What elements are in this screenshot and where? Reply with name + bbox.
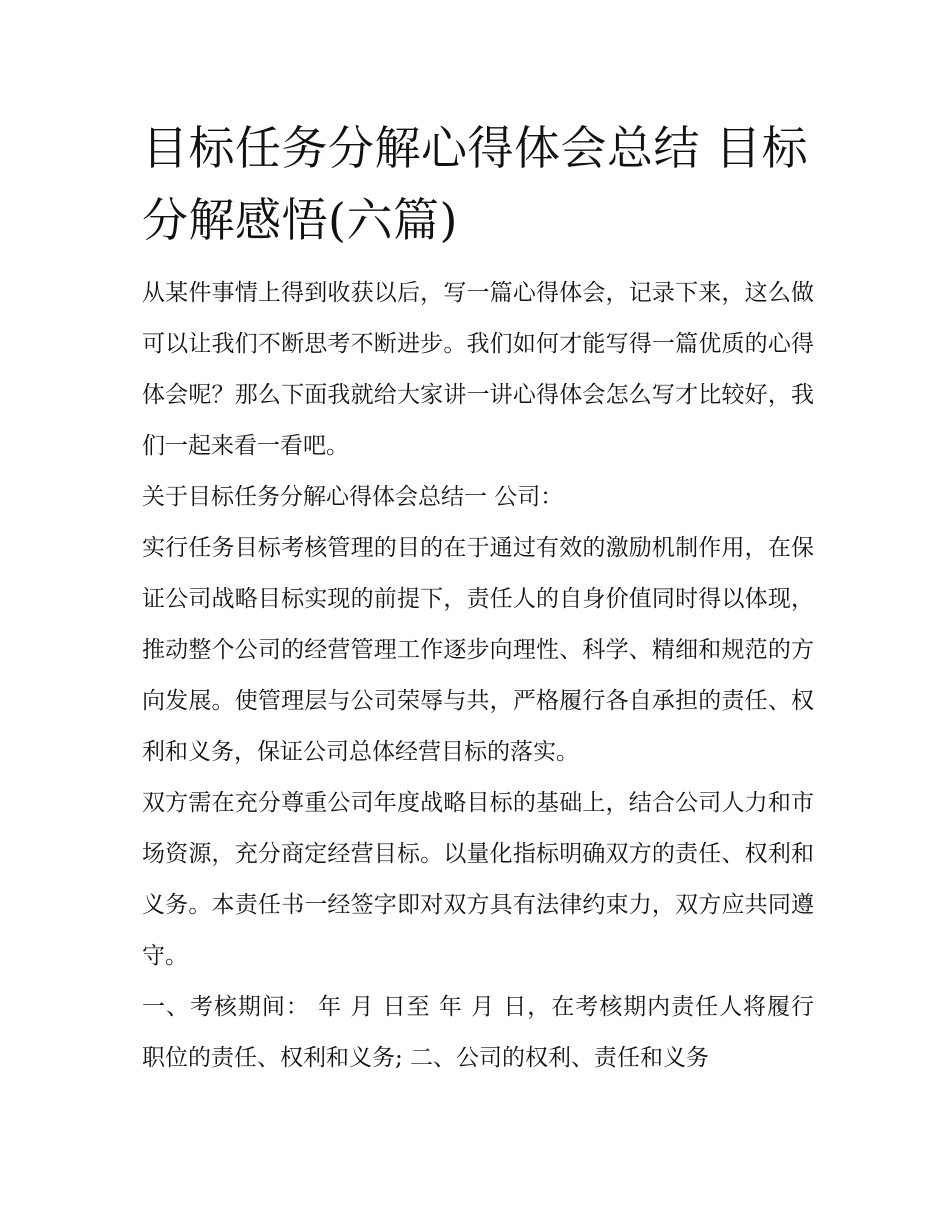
document-title: 目标任务分解心得体会总结 目标分解感悟(六篇) [142, 121, 809, 247]
section-heading: 关于目标任务分解心得体会总结一 公司： [142, 484, 564, 510]
intro-paragraph: 从某件事情上得到收获以后，写一篇心得体会，记录下来，这么做可以让我们不断思考不断进步。我们如何才能写得一篇优质的心得体会呢？那么下面我就给大家讲一讲心得体会怎么写才比较好，我们一起来看一看吧。 [142, 280, 814, 459]
document-page [142, 112, 814, 1084]
body-paragraph-purpose: 实行任务目标考核管理的目的在于通过有效的激励机制作用，在保证公司战略目标实现的前提下，责任人的自身价值同时得以体现，推动整个公司的经营管理工作逐步向理性、科学、精细和规范的方向发展。使管理层与公司荣辱与共，严格履行各自承担的责任、权利和义务，保证公司总体经营目标的落实。 [142, 535, 814, 765]
body-paragraph-agreement: 双方需在充分尊重公司年度战略目标的基础上，结合公司人力和市场资源，充分商定经营目标。以量化指标明确双方的责任、权利和义务。本责任书一经签字即对双方具有法律约束力，双方应共同遵守。 [142, 790, 814, 969]
body-paragraph-terms: 一、考核期间： 年 月 日至 年 月 日，在考核期内责任人将履行 职位的责任、权利和义务; 二、公司的权利、责任和义务 [142, 994, 814, 1071]
